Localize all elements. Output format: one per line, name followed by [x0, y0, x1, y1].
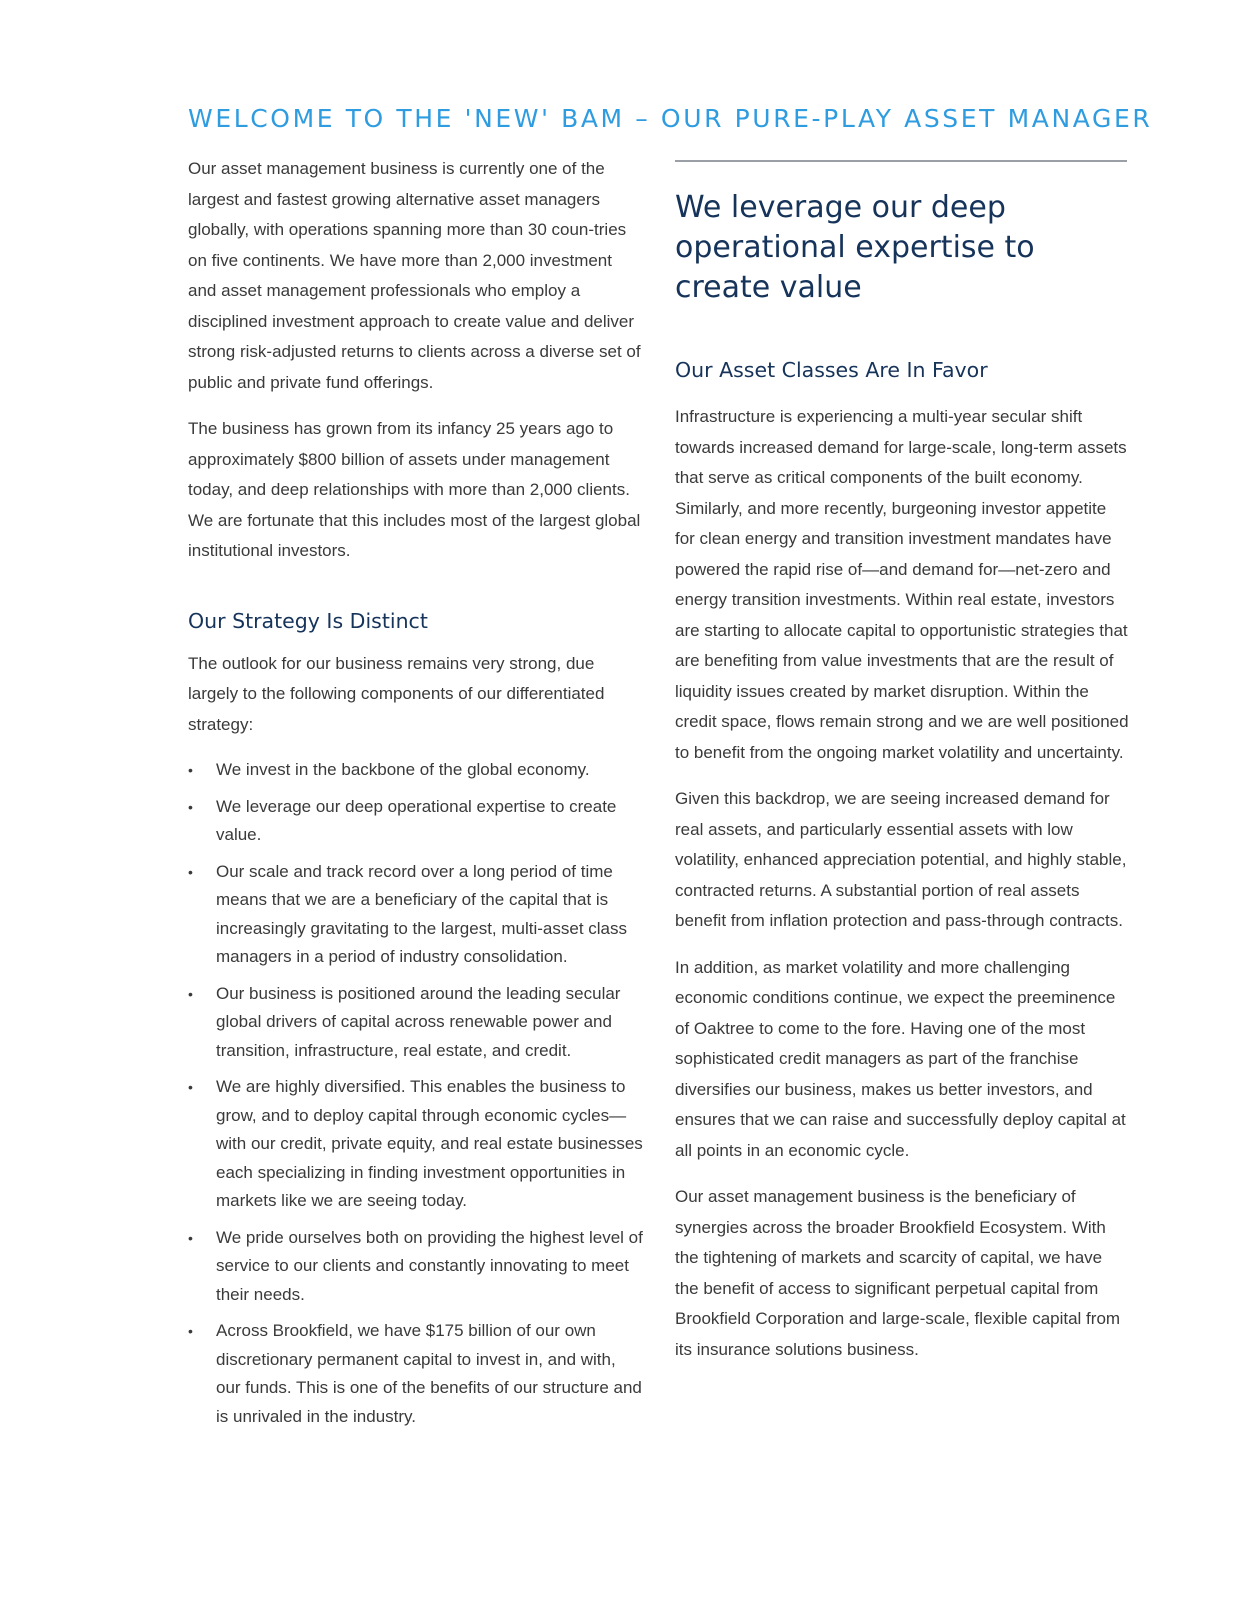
intro-paragraph: Our asset management business is currently one of the largest and fastest growing alternative asset managers globally, with operations spanning more than 30 coun-tries on five continents. We have more than 2,000 investment and asset management professionals who employ a disciplined investment approach to create value and deliver strong risk-adjusted returns to clients across a diverse set of public and private fund offerings.: [188, 159, 641, 392]
bullet-icon: •: [188, 798, 193, 815]
bullet-item: [188, 1224, 643, 1310]
ecosystem-paragraph: Our asset management business is the beneficiary of synergies across the broader Brookfield Ecosystem. With the tightening of markets and scarcity of capital, we have the benefit of access to significant perpetual capital from Brookfield Corporation and large-scale, flexible capital from its insurance solutions business.: [675, 1187, 1121, 1359]
page-title: WELCOME TO THE 'NEW' BAM – OUR PURE-PLAY ASSET MANAGER: [188, 104, 1153, 133]
backdrop-paragraph: Given this backdrop, we are seeing increased demand for real assets, and particularly essential assets with low volatility, enhanced appreciation potential, and highly stable, contracted returns. A substantial portion of real assets benefit from inflation protection and pass-through contracts.: [675, 789, 1127, 930]
bullet-text: We pride ourselves both on providing the highest level of service to our clients and constantly innovating to meet their needs.: [216, 1227, 643, 1304]
asset-classes-heading: Our Asset Classes Are In Favor: [675, 358, 988, 382]
pull-quote: We leverage our deep operational expertise to create value: [675, 190, 1035, 305]
strategy-bullet-list: [188, 756, 643, 1431]
bullet-item: [188, 1317, 643, 1431]
strategy-heading: Our Strategy Is Distinct: [188, 608, 428, 633]
bullet-icon: •: [188, 1229, 193, 1246]
bullet-item: [188, 980, 643, 1066]
strategy-intro: The outlook for our business remains very strong, due largely to the following components of our differentiated strategy:: [188, 653, 605, 734]
bullet-text: Our business is positioned around the leading secular global drivers of capital across renewable power and transition, infrastructure, real estate, and credit.: [216, 983, 621, 1060]
left-column: [188, 154, 643, 1439]
bullet-text: We invest in the backbone of the global economy.: [216, 760, 590, 779]
bullet-text: We are highly diversified. This enables the business to grow, and to deploy capital through economic cycles—with our credit, private equity, and real estate businesses each specializing in finding investment opportunities in markets like we are seeing today.: [216, 1077, 643, 1210]
callout-divider: [675, 160, 1127, 162]
bullet-item: [188, 793, 643, 850]
bullet-icon: •: [188, 985, 193, 1002]
right-column: [675, 160, 1130, 1381]
oaktree-paragraph: In addition, as market volatility and more challenging economic conditions continue, we expect the preeminence of Oaktree to come to the fore. Having one of the most sophisticated credit managers as part of the franchise diversifies our business, makes us better investors, and ensures that we can raise and successfully deploy capital at all points in an economic cycle.: [675, 957, 1126, 1160]
bullet-icon: •: [188, 762, 193, 778]
bullet-icon: •: [188, 1323, 193, 1339]
bullet-item: [188, 858, 643, 972]
bullet-icon: •: [188, 1079, 193, 1095]
infrastructure-paragraph: Infrastructure is experiencing a multi-year secular shift towards increased demand for large-scale, long-term assets that serve as critical components of the built economy. Similarly, and more recently, burgeoning investor appetite for clean energy and transition investment mandates have powered the rapid rise of—and demand for—net-zero and energy transition investments. Within real estate, investors are starting to allocate capital to opportunistic strategies that are benefiting from value investments that are the result of liquidity issues created by market disruption. Within the credit space, flows remain strong and we are well positioned to benefit from the ongoing market volatility and uncertainty.: [675, 407, 1129, 762]
bullet-text: We leverage our deep operational expertise to create value.: [216, 796, 617, 844]
bullet-item: [188, 1073, 643, 1216]
growth-paragraph: The business has grown from its infancy 25 years ago to approximately $800 billion of assets under management today, and deep relationships with more than 2,000 clients. We are fortunate that this includes most of the largest global institutional investors.: [188, 419, 641, 560]
bullet-item: [188, 756, 643, 785]
bullet-icon: •: [188, 863, 193, 880]
bullet-text: Our scale and track record over a long period of time means that we are a beneficiary of the capital that is increasingly gravitating to the largest, multi-asset class managers in a period of industry consolidation.: [216, 861, 628, 966]
bullet-text: Across Brookfield, we have $175 billion of our own discretionary permanent capital to invest in, and with, our funds. This is one of the benefits of our structure and is unrivaled in the industry.: [216, 1321, 642, 1426]
